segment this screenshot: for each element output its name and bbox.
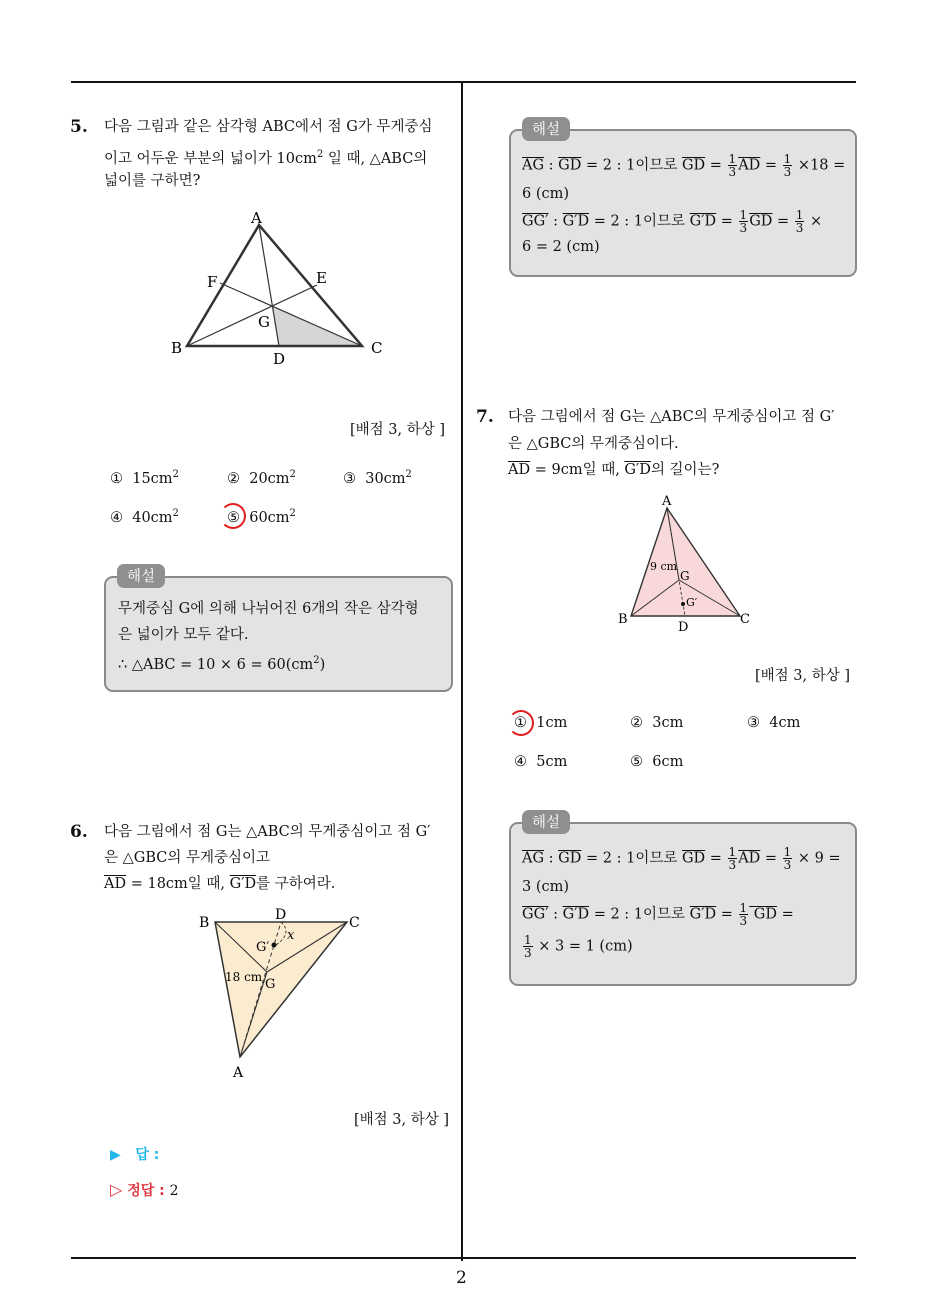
q6-sol-line2: 6 (cm)	[522, 186, 570, 202]
q5-line1: 다음 그림과 같은 삼각형 ABC에서 점 G가 무게중심	[104, 119, 433, 135]
q6-sol-line3: GG′ : G′D = 2 : 1이므로 G′D = $\frac{1}{3}$ $\overline{GD}$ = $\frac{1}{3}$ ×	[522, 208, 823, 235]
q7-label-a: A	[662, 494, 672, 509]
q7-choice-4[interactable]: ④ 5cm	[514, 754, 568, 770]
q7-line1: 다음 그림에서 점 G는 △ABC의 무게중심이고 점 G′	[508, 409, 835, 425]
q7-choice-5[interactable]: ⑤ 6cm	[630, 754, 684, 770]
q6-correct-row: ▷ 정답 : 2	[110, 1180, 179, 1199]
q5-label-g: G	[258, 313, 270, 331]
q7-number: 7.	[476, 407, 494, 427]
q5-score: [배점 3, 하상 ]	[350, 422, 446, 438]
q5-choice-1[interactable]: ① $15cm^2$	[110, 469, 179, 487]
q6-label-length: 18 cm	[225, 970, 263, 984]
q7-label-length: 9 cm	[650, 560, 678, 573]
q7-sol-line1: $\overline{AG}$ : $\overline{GD} = 2$ : 1이므로 $\overline{GD}$ = $\frac{1}{3}$ $\overline{AD}$ = $\frac{1}{3}$ × 9 =	[522, 845, 841, 872]
q6-solution-tag: 해설	[522, 117, 570, 141]
q6-point-gprime	[272, 943, 277, 948]
q6-line1: 다음 그림에서 점 G는 △ABC의 무게중심이고 점 G′	[104, 824, 431, 840]
q5-sol-line3: ∴ △ABC = $10 \times 6 = 60(cm^2)$	[118, 655, 326, 673]
bottom-rule	[71, 1257, 856, 1259]
q6-triangle-figure	[195, 905, 395, 1085]
q7-sol-line4: $\frac{1}{3}$ × 3 = 1 (cm)	[524, 933, 633, 960]
q7-choice-2[interactable]: ② 3cm	[630, 715, 684, 731]
q5-choice-5[interactable]: ⑤ $60cm^2$	[227, 508, 296, 526]
q7-choice-3[interactable]: ③ 4cm	[747, 715, 801, 731]
q7-solution-tag: 해설	[522, 810, 570, 834]
q6-label-gprime: G′	[256, 940, 270, 955]
q5-number: 5.	[70, 117, 88, 137]
q7-label-g: G	[680, 569, 690, 583]
q6-label-a: A	[233, 1065, 244, 1081]
q6-triangle-abc	[215, 922, 347, 1057]
q6-sol-line1: $\overline{AG}$ : $\overline{GD} = 2$ : 1이므로 $\overline{GD}$ = $\frac{1}{3}$ $\overline{AD}$ = $\frac{1}{3}$ ×18 =	[522, 152, 846, 179]
q6-score: [배점 3, 하상 ]	[354, 1112, 450, 1128]
play-icon: ▶	[110, 1147, 121, 1163]
q5-choice-4[interactable]: ④ $40cm^2$	[110, 508, 179, 526]
q5-choice-2[interactable]: ② $20cm^2$	[227, 469, 296, 487]
q5-label-a: A	[251, 209, 262, 227]
q6-line3: $\overline{AD} = 18cm$일 때, G′D를 구하여라.	[104, 876, 336, 892]
triangle-outline-icon: ▷	[110, 1180, 123, 1199]
q6-label-g: G	[265, 977, 276, 992]
q6-label-b: B	[199, 915, 210, 931]
q5-line3: 넓이를 구하면?	[104, 173, 201, 189]
q7-label-d: D	[678, 620, 689, 635]
q7-score: [배점 3, 하상 ]	[755, 668, 851, 684]
page-number: 2	[456, 1268, 467, 1288]
q5-triangle-figure	[165, 205, 405, 370]
q7-label-gprime: G′	[686, 596, 698, 609]
q6-correct-value: 2	[169, 1183, 179, 1199]
q5-solution-tag: 해설	[117, 564, 165, 588]
column-divider	[461, 81, 463, 1261]
q5-line2: 이고 어두운 부분의 넓이가 $10cm^2$ 일 때, △ABC의	[104, 149, 428, 167]
q7-selected-circle	[508, 710, 534, 736]
q5-selected-circle	[220, 503, 246, 529]
top-rule	[71, 81, 856, 83]
q5-label-e: E	[316, 269, 327, 287]
q7-sol-line3: GG′ : G′D = 2 : 1이므로 G′D = $\frac{1}{3}$ GD =	[522, 901, 794, 928]
q7-label-c: C	[740, 612, 750, 627]
q7-line2: 은 △GBC의 무게중심이다.	[508, 436, 679, 452]
q6-label-d: D	[275, 907, 287, 923]
q5-label-c: C	[371, 339, 383, 357]
q7-label-b: B	[618, 612, 628, 627]
q5-label-f: F	[207, 273, 218, 291]
q5-choice-3[interactable]: ③ $30cm^2$	[343, 469, 412, 487]
q7-triangle-figure	[610, 490, 760, 640]
q5-sol-line2: 은 넓이가 모두 같다.	[118, 627, 249, 643]
q7-line3: $\overline{AD} = 9cm$일 때, G′D의 길이는?	[508, 462, 720, 478]
q6-label-x: x	[287, 928, 295, 943]
q6-answer-row: ▶ 답 :	[110, 1147, 160, 1163]
q7-point-gprime	[681, 602, 685, 606]
q5-label-b: B	[171, 339, 183, 357]
q7-choice-1[interactable]: ① 1cm	[514, 715, 568, 731]
q5-label-d: D	[273, 350, 286, 368]
q6-number: 6.	[70, 822, 88, 842]
q6-sol-line4: 6 = 2 (cm)	[522, 239, 600, 255]
q7-sol-line2: 3 (cm)	[522, 879, 570, 895]
q6-line2: 은 △GBC의 무게중심이고	[104, 850, 271, 866]
q5-sol-line1: 무게중심 G에 의해 나뉘어진 6개의 작은 삼각형	[118, 601, 419, 617]
q6-label-c: C	[349, 915, 360, 931]
